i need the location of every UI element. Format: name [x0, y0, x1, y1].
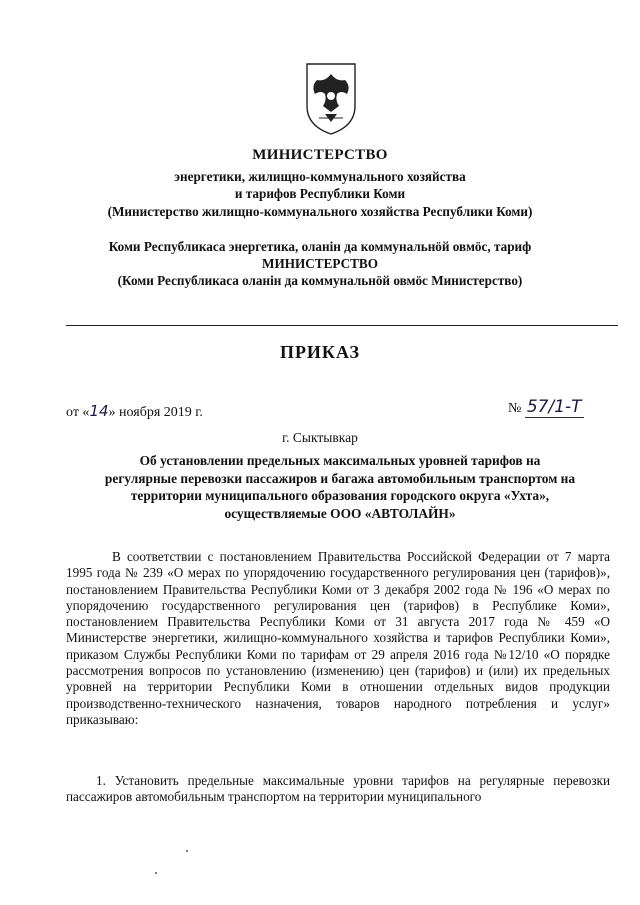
scan-speck [155, 872, 157, 874]
ministry-subtitle-ru-line3: и тарифов Республики Коми [234, 186, 406, 201]
ministry-short-ru: (Министерство жилищно-коммунального хозяйства Республики Коми) [107, 204, 533, 219]
date-suffix: » ноября 2019 г. [108, 405, 203, 420]
komi-coat-of-arms-icon [303, 60, 359, 136]
ministry-komi-short: (Коми Республикаса оланiн да коммунальнöй овмöс Министерство) [117, 273, 523, 288]
subject-line: осуществляемые ООО «АВТОЛАЙН» [224, 505, 456, 521]
order-number [508, 397, 584, 417]
body-paragraph-1: В соответствии с постановлением Правительства Российской Федерации от 7 марта 1995 года № 239 «О мерах по упорядочению государственного регулирования цен (тарифов)», постановлением Правительства Республики Коми от 3 декабря 2002 года № 196 «О мерах по упорядочению государственного регулирования цен (тарифов) в Республике Коми», постановлением Правительства Республики Коми от 31 августа 2017 года № 459 «О Министерстве энергетики, жилищно-коммунального хозяйства и тарифов Республики Коми», приказом Службы Республики Коми по тарифам от 29 апреля 2016 года №12/10 «О порядке рассмотрения вопросов по установлению (изменению) цен (тарифов) и (или) их предельных уровней на территории Республики Коми в отношении отдельных видов продукции производственно-технического назначения, товаров народного потребления и услуг» приказываю: [66, 549, 610, 727]
subject-line: регулярные перевозки пассажиров и багажа автомобильным транспортом на [104, 470, 576, 486]
scan-speck [186, 850, 188, 852]
document-title: ПРИКАЗ [279, 342, 361, 362]
body-paragraph-2: 1. Установить предельные максимальные уровни тарифов на регулярные перевозки пассажиров автомобильным транспортом на территории муниципального [66, 773, 610, 805]
subject-line: Об установлении предельных максимальных уровней тарифов на [139, 453, 541, 468]
header-divider [66, 325, 618, 326]
date-prefix: от « [66, 405, 90, 420]
ministry-komi-line1: Коми Республикаса энергетика, оланiн да коммунальнöй овмöс, тариф [108, 239, 532, 254]
number-value-handwritten: 57/1-Т [526, 397, 582, 417]
ministry-title-ru: МИНИСТЕРСТВО [252, 147, 388, 163]
date-day-handwritten: 14 [89, 402, 109, 420]
subject-line: территории муниципального образования городского округа «Ухта», [130, 488, 550, 503]
order-date [66, 402, 203, 421]
order-subject [60, 452, 620, 522]
number-prefix: № [508, 401, 522, 416]
ministry-subtitle-ru-line2: энергетики, жилищно-коммунального хозяйства [174, 169, 466, 184]
ministry-komi-line2: МИНИСТЕРСТВО [262, 256, 378, 271]
city: г. Сыктывкар [282, 430, 358, 445]
